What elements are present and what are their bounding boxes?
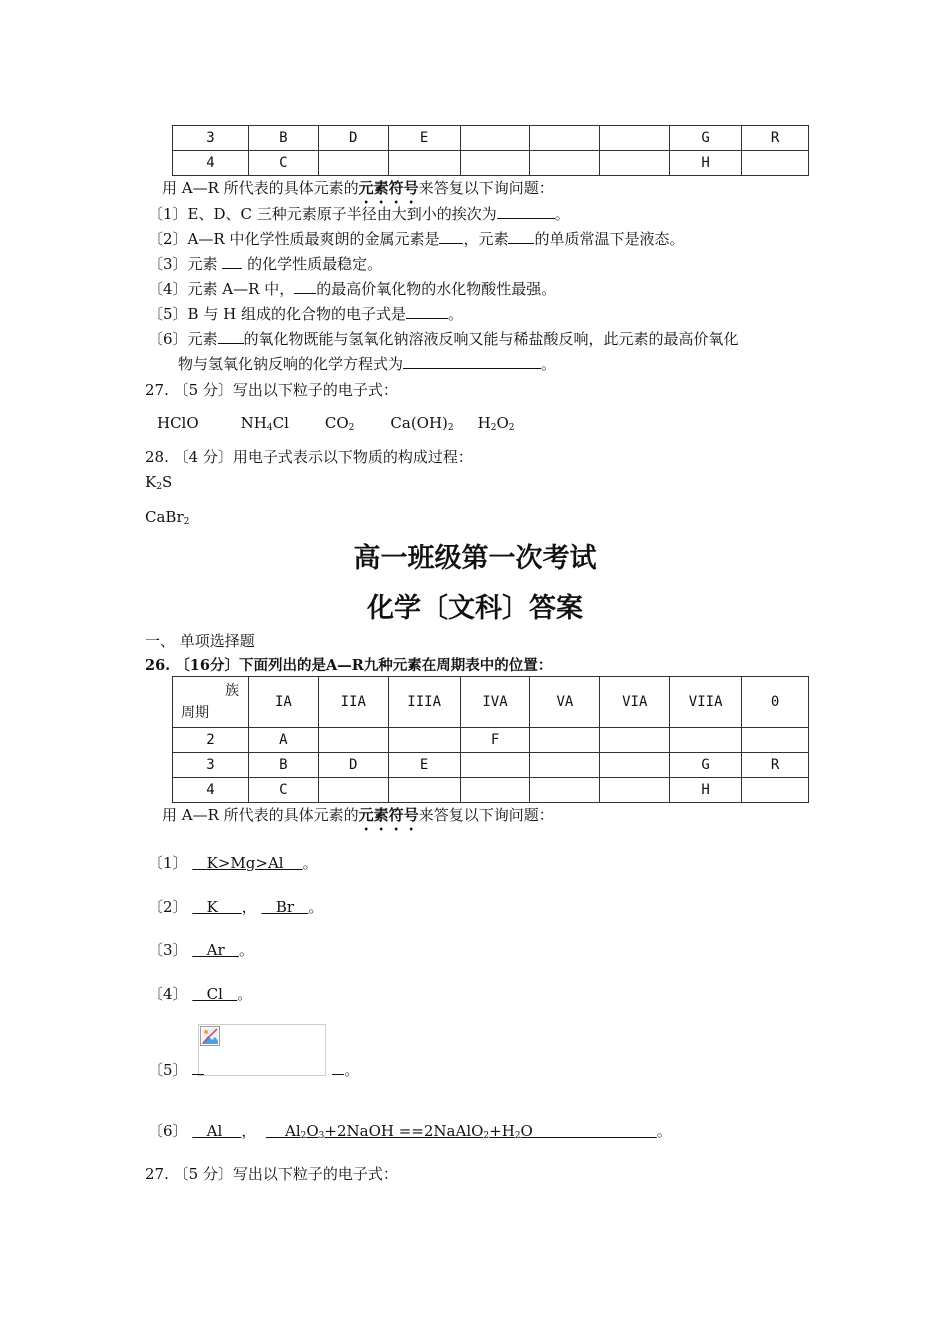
answer-4-period: 。 bbox=[237, 985, 253, 1003]
period-cell: 2 bbox=[173, 728, 249, 753]
q26-intro-pre: 用 A—R 所代表的具体元素的 bbox=[162, 179, 359, 197]
q26-question-2 bbox=[148, 229, 684, 249]
answers-intro-pre: 用 A—R 所代表的具体元素的 bbox=[162, 806, 359, 824]
broken-image-icon bbox=[200, 1026, 220, 1046]
formula-h2o2: $H_2O_2$ bbox=[477, 414, 515, 433]
element-cell: E bbox=[388, 126, 460, 151]
answer-1-label: 〔1〕 bbox=[148, 854, 188, 872]
q6-text-a: 〔6〕元素 bbox=[148, 330, 218, 348]
table-header-row bbox=[173, 677, 809, 728]
q26-intro bbox=[162, 178, 554, 207]
answer-6-comma: ， bbox=[241, 1122, 257, 1140]
period-cell: 3 bbox=[173, 753, 249, 778]
q26-question-4 bbox=[148, 279, 556, 299]
answers-intro bbox=[162, 805, 554, 834]
section-1-heading: 一、 单项选择题 bbox=[145, 632, 255, 650]
q26-question-6-cont bbox=[178, 354, 556, 374]
table-row bbox=[173, 126, 809, 151]
answer-5-blank-left bbox=[192, 1060, 204, 1075]
answer-3-value: Ar bbox=[206, 941, 225, 959]
q6-text-b: 的氧化物既能与氢氧化钠溶液反响又能与稀盐酸反响，此元素的最高价氧化 bbox=[243, 330, 739, 348]
element-cell bbox=[388, 728, 460, 753]
answer-5-blank-right bbox=[332, 1060, 344, 1075]
element-cell bbox=[530, 728, 600, 753]
element-cell: E bbox=[388, 753, 460, 778]
periodic-table-answer-body bbox=[173, 677, 809, 803]
answer-2-value1-wrap bbox=[192, 898, 241, 916]
answer-5-label: 〔5〕 bbox=[148, 1061, 188, 1079]
corner-group-label: 族 bbox=[225, 683, 239, 699]
element-cell bbox=[318, 778, 388, 803]
answer-2-value1: K bbox=[206, 898, 218, 916]
element-cell: R bbox=[742, 126, 809, 151]
element-cell: H bbox=[670, 778, 742, 803]
element-cell bbox=[530, 151, 600, 176]
element-cell bbox=[530, 753, 600, 778]
q26-intro-post: 来答复以下询问题： bbox=[418, 179, 554, 197]
element-cell: R bbox=[742, 753, 809, 778]
answer-1-value: K>Mg>Al bbox=[206, 854, 284, 872]
answer-2 bbox=[148, 897, 323, 917]
element-cell: H bbox=[670, 151, 742, 176]
group-header-cell: 0 bbox=[742, 677, 809, 728]
element-cell: D bbox=[318, 126, 388, 151]
q6-blank-1[interactable] bbox=[218, 329, 244, 344]
q26-question-1 bbox=[148, 204, 570, 224]
element-cell bbox=[742, 151, 809, 176]
q26-question-5 bbox=[148, 304, 463, 324]
element-cell: C bbox=[248, 778, 318, 803]
answer-title-line1: 高一班级第一次考试 bbox=[353, 543, 597, 574]
table-row bbox=[173, 151, 809, 176]
element-cell bbox=[600, 126, 670, 151]
answer-1-period: 。 bbox=[302, 854, 318, 872]
element-cell bbox=[600, 753, 670, 778]
formula-nh4cl: $NH_4Cl$ bbox=[240, 414, 289, 433]
answer-6 bbox=[148, 1121, 672, 1146]
period-cell: 4 bbox=[173, 778, 249, 803]
answer-3-period: 。 bbox=[238, 941, 254, 959]
answer-4-label: 〔4〕 bbox=[148, 985, 188, 1003]
q27-answer-heading: 27. 〔5 分〕写出以下粒子的电子式： bbox=[145, 1165, 398, 1183]
periodic-table-answer bbox=[172, 676, 809, 803]
answer-4-value-wrap bbox=[192, 985, 237, 1003]
q2-text-c: 的单质常温下是液态。 bbox=[534, 230, 685, 248]
answers-intro-emphasis: 元素符号 bbox=[358, 806, 419, 824]
answer-1 bbox=[148, 853, 318, 873]
element-cell bbox=[460, 778, 530, 803]
table-row bbox=[173, 753, 809, 778]
element-cell bbox=[670, 728, 742, 753]
group-header-cell: VIA bbox=[600, 677, 670, 728]
q1-text: 〔1〕E、D、C 三种元素原子半径由大到小的挨次为 bbox=[148, 205, 497, 223]
formula-caoh2: $Ca(OH)_2$ bbox=[390, 414, 454, 433]
formula-hclo: HClO bbox=[157, 414, 199, 432]
q3-text-a: 〔3〕元素 bbox=[148, 255, 218, 273]
element-cell: G bbox=[670, 753, 742, 778]
answer-4 bbox=[148, 984, 252, 1004]
element-cell bbox=[742, 778, 809, 803]
corner-period-label: 周期 bbox=[181, 705, 209, 721]
element-cell bbox=[460, 753, 530, 778]
formula-co2: $CO_2$ bbox=[324, 414, 355, 433]
element-cell bbox=[318, 728, 388, 753]
answer-5 bbox=[148, 1060, 359, 1080]
answers-intro-post: 来答复以下询问题： bbox=[418, 806, 554, 824]
answer-2-value2-wrap bbox=[262, 898, 309, 916]
q27-formulas bbox=[157, 413, 515, 438]
table-row bbox=[173, 728, 809, 753]
element-cell: B bbox=[248, 753, 318, 778]
element-cell bbox=[388, 151, 460, 176]
element-cell bbox=[318, 151, 388, 176]
q26-question-6 bbox=[148, 329, 739, 349]
q6-blank-2[interactable] bbox=[403, 354, 541, 369]
q6-text-d: 。 bbox=[541, 355, 557, 373]
periodic-table-top-body bbox=[173, 126, 809, 176]
answer-2-period: 。 bbox=[308, 898, 324, 916]
element-cell bbox=[530, 778, 600, 803]
q1-blank[interactable] bbox=[497, 204, 555, 219]
answer-3-value-wrap bbox=[192, 941, 239, 959]
element-cell bbox=[460, 151, 530, 176]
answer-4-value: Cl bbox=[206, 985, 223, 1003]
answer-title-line2: 化学〔文科〕答案 bbox=[367, 593, 583, 624]
q5-text-a: 〔5〕B 与 H 组成的化合物的电子式是 bbox=[148, 305, 406, 323]
element-cell: D bbox=[318, 753, 388, 778]
element-cell: G bbox=[670, 126, 742, 151]
q2-text-b: ，元素 bbox=[463, 230, 509, 248]
q3-blank[interactable] bbox=[222, 254, 242, 269]
answer-3-label: 〔3〕 bbox=[148, 941, 188, 959]
group-header-cell: IVA bbox=[460, 677, 530, 728]
q2-blank-2[interactable] bbox=[508, 229, 534, 244]
q3-text-b: 的化学性质最稳定。 bbox=[247, 255, 383, 273]
answer-5-period: 。 bbox=[344, 1061, 360, 1079]
period-cell: 3 bbox=[173, 126, 249, 151]
q28-item-k2s: $K_2S$ bbox=[145, 473, 173, 492]
element-cell bbox=[742, 728, 809, 753]
periodic-table-top bbox=[172, 125, 809, 176]
answer-6-label: 〔6〕 bbox=[148, 1122, 188, 1140]
answer-2-comma: ， bbox=[241, 898, 257, 916]
group-header-cell: VA bbox=[530, 677, 600, 728]
q26-intro-emphasis: 元素符号 bbox=[358, 179, 419, 197]
group-header-cell: VIIA bbox=[670, 677, 742, 728]
table-row bbox=[173, 778, 809, 803]
group-header-cell: IIIA bbox=[388, 677, 460, 728]
answer-6-period: 。 bbox=[656, 1122, 672, 1140]
element-cell: C bbox=[248, 151, 318, 176]
element-cell bbox=[460, 126, 530, 151]
q4-text-b: 的最高价氧化物的水化物酸性最强。 bbox=[316, 280, 557, 298]
answer-2-value2: Br bbox=[275, 898, 295, 916]
group-header-cell: IIA bbox=[318, 677, 388, 728]
answer-6-value1-wrap bbox=[192, 1122, 241, 1140]
element-cell: F bbox=[460, 728, 530, 753]
q2-text-a: 〔2〕A—R 中化学性质最爽朗的金属元素是 bbox=[148, 230, 440, 248]
q5-blank[interactable] bbox=[406, 304, 448, 319]
answer-3 bbox=[148, 940, 254, 960]
q26-question-3 bbox=[148, 254, 382, 274]
q26-answer-heading: 26. 〔16分〕下面列出的是A—R九种元素在周期表中的位置： bbox=[145, 657, 553, 674]
q6-text-c: 物与氢氧化钠反响的化学方程式为 bbox=[178, 355, 404, 373]
answer-6-equation: $Al_2O_3+2NaOH$ $==2NaAlO_2+H_2O$ bbox=[265, 1122, 657, 1141]
element-cell bbox=[600, 151, 670, 176]
table-corner-cell bbox=[173, 677, 249, 728]
q5-text-b: 。 bbox=[447, 305, 463, 323]
element-cell bbox=[530, 126, 600, 151]
element-cell bbox=[600, 728, 670, 753]
element-cell: B bbox=[248, 126, 318, 151]
answer-1-value-wrap bbox=[192, 854, 302, 872]
answer-6-value1: Al bbox=[206, 1122, 223, 1140]
element-cell bbox=[388, 778, 460, 803]
element-cell bbox=[600, 778, 670, 803]
q28-heading: 28. 〔4 分〕用电子式表示以下物质的构成过程： bbox=[145, 448, 473, 466]
q1-period: 。 bbox=[554, 205, 570, 223]
q27-heading: 27. 〔5 分〕写出以下粒子的电子式： bbox=[145, 381, 398, 399]
q2-blank-1[interactable] bbox=[439, 229, 463, 244]
answer-2-label: 〔2〕 bbox=[148, 898, 188, 916]
period-cell: 4 bbox=[173, 151, 249, 176]
group-header-cell: IA bbox=[248, 677, 318, 728]
element-cell: A bbox=[248, 728, 318, 753]
q4-blank[interactable] bbox=[294, 279, 316, 294]
q4-text-a: 〔4〕元素 A—R 中， bbox=[148, 280, 295, 298]
q28-item-cabr2: CaBr$_2$ bbox=[145, 508, 190, 527]
